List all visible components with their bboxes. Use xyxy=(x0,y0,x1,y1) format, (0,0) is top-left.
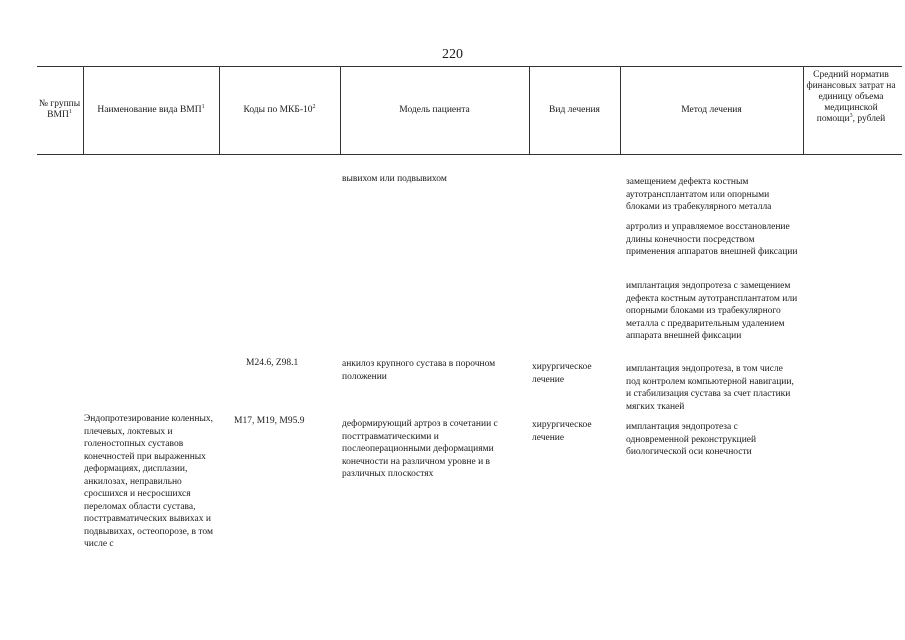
header-vmp-name: Наименование вида ВМП$^1$ xyxy=(97,103,205,115)
arthrosis-method: имплантация эндопротеза с одновременной реконструкцией биологической оси конечности xyxy=(626,422,757,457)
arthrosis-treatment-type: хирургическое лечение xyxy=(532,420,592,443)
ankylosis-treatment-type: хирургическое лечение xyxy=(532,362,592,385)
header-cost-norm: Средний норматив финансовых затрат на единицу объема медицинской помощи$^3$, рублей xyxy=(806,70,896,124)
header-treatment-method: Метод лечения xyxy=(681,104,742,115)
header-group-number: № группы ВМП$^1$ xyxy=(38,99,81,120)
continuation-patient-model: вывихом или подвывихом xyxy=(342,174,447,184)
continuation-method-1: замещением дефекта костным аутотрансплантатом или опорными блоками из трабекулярного металла xyxy=(626,177,772,212)
header-treatment-type: Вид лечения xyxy=(549,104,600,115)
header-bottom-border xyxy=(37,154,902,155)
header-patient-model: Модель пациента xyxy=(399,104,470,115)
ankylosis-method: имплантация эндопротеза, в том числе под контролем компьютерной навигации, и стабилизация сустава за счет пластики мягких тканей xyxy=(626,364,794,412)
arthrosis-patient-model: деформирующий артроз в сочетании с посттравматическими и послеоперационными деформациями конечности на различном уровне и в различных плоскостях xyxy=(342,419,498,479)
header-icd-codes: Коды по МКБ-$10^2$ xyxy=(243,103,316,115)
page-number: 220 xyxy=(442,47,463,62)
continuation-method-2: артролиз и управляемое восстановление длины конечности посредством применения аппаратов внешней фиксации xyxy=(626,222,798,257)
ankylosis-codes: M24.6, Z98.1 xyxy=(246,358,299,368)
continuation-method-3: имплантация эндопротеза с замещением дефекта костным аутотрансплантатом или опорными блоками из трабекулярного металла с предварительным удалением аппарата внешней фиксации xyxy=(626,281,798,341)
column-divider xyxy=(803,66,804,154)
arthrosis-vmp-name: Эндопротезирование коленных, плечевых, локтевых и голеностопных суставов конечностей при выраженных деформациях, дисплазии, анкилозах, неправильно сросшихся и несросшихся переломах области сустава, посттравматических вывихах и подвывихах, остеопорозе, в том числе с xyxy=(84,414,214,549)
ankylosis-patient-model: анкилоз крупного сустава в порочном положении xyxy=(342,359,496,382)
arthrosis-codes: M17, M19, M95.9 xyxy=(234,416,305,426)
